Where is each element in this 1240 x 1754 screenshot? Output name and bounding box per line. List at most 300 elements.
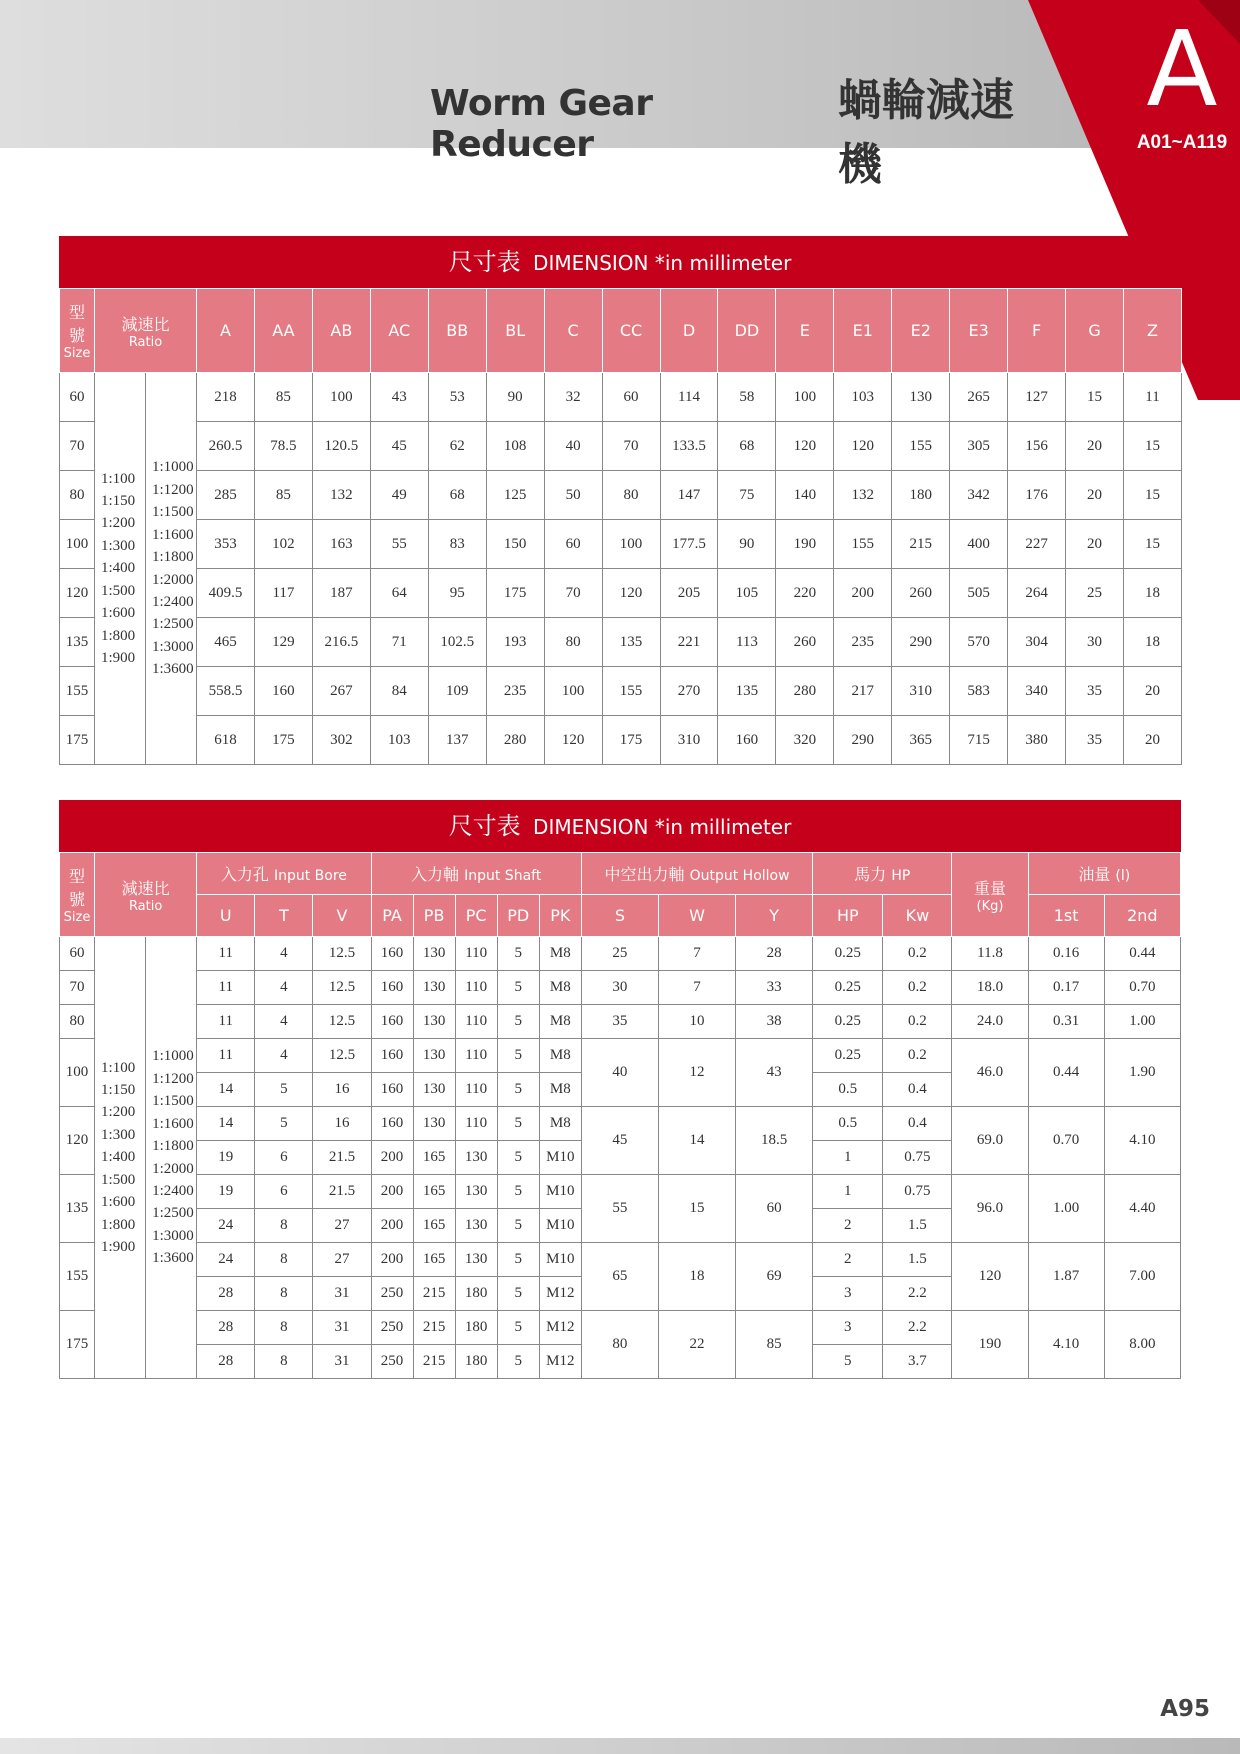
value-cell: 45 xyxy=(581,1107,658,1175)
ratio-header xyxy=(95,289,197,373)
value-cell: 265 xyxy=(950,373,1008,422)
size-header xyxy=(60,289,95,373)
table-row xyxy=(60,1243,1181,1277)
value-cell: 64 xyxy=(370,569,428,618)
size-cell: 155 xyxy=(60,1243,95,1311)
value-cell: 125 xyxy=(486,471,544,520)
value-cell: 130 xyxy=(413,1073,455,1107)
table-row xyxy=(60,1005,1181,1039)
value-cell: 20 xyxy=(1066,422,1124,471)
dimension-table-1 xyxy=(59,288,1182,765)
size-header-zh1: 型 xyxy=(69,867,86,886)
value-cell: 8 xyxy=(255,1209,313,1243)
group-input-shaft xyxy=(371,853,581,895)
value-cell: 135 xyxy=(602,618,660,667)
value-cell: 25 xyxy=(1066,569,1124,618)
value-cell: 100 xyxy=(602,520,660,569)
table-row xyxy=(60,1311,1181,1345)
ratio-value: 1:1000 xyxy=(152,1048,194,1065)
value-cell: 165 xyxy=(413,1141,455,1175)
table-row xyxy=(60,1175,1181,1209)
group-output-hollow-en: Output Hollow xyxy=(689,868,790,884)
ratio-value: 1:2400 xyxy=(152,1182,194,1199)
oil-cell: 1.00 xyxy=(1104,1005,1180,1039)
value-cell: 129 xyxy=(254,618,312,667)
value-cell: 12.5 xyxy=(313,1039,371,1073)
value-cell: M10 xyxy=(539,1209,581,1243)
value-cell: 1 xyxy=(813,1175,883,1209)
weight-cell: 190 xyxy=(952,1311,1028,1379)
value-cell: 342 xyxy=(950,471,1008,520)
value-cell: 75 xyxy=(718,471,776,520)
value-cell: 130 xyxy=(413,1005,455,1039)
value-cell: 200 xyxy=(371,1243,413,1277)
value-cell: 130 xyxy=(892,373,950,422)
value-cell: 310 xyxy=(892,667,950,716)
value-cell: M12 xyxy=(539,1345,581,1379)
oil-cell: 0.16 xyxy=(1028,937,1104,971)
table-row xyxy=(60,667,1182,716)
oil-cell: 4.10 xyxy=(1104,1107,1180,1175)
weight-cell: 11.8 xyxy=(952,937,1028,971)
oil-cell: 0.70 xyxy=(1104,971,1180,1005)
section-letter: A xyxy=(1146,8,1218,130)
col-header: AA xyxy=(254,289,312,373)
size-cell: 135 xyxy=(60,1175,95,1243)
col-header: T xyxy=(255,895,313,937)
table-row xyxy=(60,971,1181,1005)
ratio-value: 1:1600 xyxy=(152,1115,194,1132)
value-cell: 62 xyxy=(428,422,486,471)
col-header: S xyxy=(581,895,658,937)
col-header: AB xyxy=(312,289,370,373)
value-cell: 83 xyxy=(428,520,486,569)
value-cell: 250 xyxy=(371,1277,413,1311)
value-cell: 160 xyxy=(371,1107,413,1141)
value-cell: 160 xyxy=(371,1073,413,1107)
col-header: PA xyxy=(371,895,413,937)
col-header: HP xyxy=(813,895,883,937)
page-title-en: Worm Gear Reducer xyxy=(430,83,653,165)
col-header: G xyxy=(1066,289,1124,373)
value-cell: 10 xyxy=(658,1005,735,1039)
size-header xyxy=(60,853,95,937)
value-cell: 353 xyxy=(197,520,255,569)
value-cell: 127 xyxy=(1008,373,1066,422)
value-cell: 3.7 xyxy=(883,1345,952,1379)
value-cell: 137 xyxy=(428,716,486,765)
value-cell: 16 xyxy=(313,1107,371,1141)
value-cell: 70 xyxy=(602,422,660,471)
col-header: DD xyxy=(718,289,776,373)
value-cell: 60 xyxy=(736,1175,813,1243)
size-cell: 100 xyxy=(60,1039,95,1107)
size-cell: 70 xyxy=(60,422,95,471)
value-cell: 8 xyxy=(255,1311,313,1345)
table-row xyxy=(60,422,1182,471)
value-cell: 264 xyxy=(1008,569,1066,618)
value-cell: 235 xyxy=(486,667,544,716)
value-cell: 165 xyxy=(413,1175,455,1209)
value-cell: 8 xyxy=(255,1345,313,1379)
weight-cell: 96.0 xyxy=(952,1175,1028,1243)
value-cell: 7 xyxy=(658,971,735,1005)
ratio-value: 1:1500 xyxy=(152,1093,194,1110)
col-header: PB xyxy=(413,895,455,937)
value-cell: 5 xyxy=(813,1345,883,1379)
value-cell: 18 xyxy=(1124,618,1182,667)
col-header: PC xyxy=(455,895,497,937)
value-cell: 3 xyxy=(813,1311,883,1345)
page-title xyxy=(430,64,1050,190)
value-cell: 260.5 xyxy=(197,422,255,471)
value-cell: 43 xyxy=(736,1039,813,1107)
value-cell: 31 xyxy=(313,1345,371,1379)
value-cell: 15 xyxy=(1124,471,1182,520)
ratio-value: 1:3600 xyxy=(152,1250,194,1267)
value-cell: 12.5 xyxy=(313,937,371,971)
page-number: A95 xyxy=(1160,1696,1210,1722)
value-cell: 217 xyxy=(834,667,892,716)
value-cell: 0.2 xyxy=(883,971,952,1005)
col-header: A xyxy=(197,289,255,373)
value-cell: 5 xyxy=(497,1005,539,1039)
ratio-group-a xyxy=(95,373,146,765)
value-cell: M8 xyxy=(539,937,581,971)
value-cell: 33 xyxy=(736,971,813,1005)
oil-cell: 4.10 xyxy=(1028,1311,1104,1379)
value-cell: 31 xyxy=(313,1311,371,1345)
value-cell: 109 xyxy=(428,667,486,716)
ratio-value: 1:200 xyxy=(101,515,136,532)
value-cell: 84 xyxy=(370,667,428,716)
value-cell: 5 xyxy=(497,1073,539,1107)
value-cell: 12.5 xyxy=(313,1005,371,1039)
group-power xyxy=(813,853,952,895)
value-cell: 130 xyxy=(413,937,455,971)
value-cell: 53 xyxy=(428,373,486,422)
value-cell: 200 xyxy=(371,1141,413,1175)
ratio-group-b xyxy=(146,373,197,765)
group-oil-zh: 油量 xyxy=(1078,865,1111,884)
oil-cell: 0.17 xyxy=(1028,971,1104,1005)
value-cell: 177.5 xyxy=(660,520,718,569)
value-cell: 218 xyxy=(197,373,255,422)
value-cell: M8 xyxy=(539,1073,581,1107)
value-cell: 11 xyxy=(197,971,255,1005)
size-header-zh2: 號 xyxy=(68,326,85,345)
oil-cell: 0.31 xyxy=(1028,1005,1104,1039)
ratio-value: 1:600 xyxy=(101,605,136,622)
value-cell: 95 xyxy=(428,569,486,618)
value-cell: 305 xyxy=(950,422,1008,471)
oil-cell: 1.87 xyxy=(1028,1243,1104,1311)
col-header: AC xyxy=(370,289,428,373)
col-header: F xyxy=(1008,289,1066,373)
value-cell: 260 xyxy=(892,569,950,618)
value-cell: 120.5 xyxy=(312,422,370,471)
value-cell: 60 xyxy=(602,373,660,422)
value-cell: 340 xyxy=(1008,667,1066,716)
ratio-value: 1:3000 xyxy=(152,638,194,655)
value-cell: 24 xyxy=(197,1209,255,1243)
value-cell: 0.25 xyxy=(813,1039,883,1073)
ratio-value: 1:300 xyxy=(101,1126,136,1143)
value-cell: 570 xyxy=(950,618,1008,667)
value-cell: 19 xyxy=(197,1175,255,1209)
section-range: A01~A119 xyxy=(1136,132,1228,153)
value-cell: 5 xyxy=(497,1141,539,1175)
value-cell: 132 xyxy=(312,471,370,520)
ratio-value: 1:1800 xyxy=(152,1138,194,1155)
value-cell: 100 xyxy=(776,373,834,422)
value-cell: 0.75 xyxy=(883,1175,952,1209)
value-cell: 160 xyxy=(371,1005,413,1039)
table2-title xyxy=(59,800,1181,852)
value-cell: 187 xyxy=(312,569,370,618)
size-cell: 155 xyxy=(60,667,95,716)
value-cell: 43 xyxy=(370,373,428,422)
col-header: W xyxy=(658,895,735,937)
value-cell: 80 xyxy=(602,471,660,520)
value-cell: 11 xyxy=(197,1005,255,1039)
ratio-value: 1:1500 xyxy=(152,504,194,521)
size-cell: 120 xyxy=(60,569,95,618)
value-cell: 133.5 xyxy=(660,422,718,471)
col-header: PK xyxy=(539,895,581,937)
value-cell: 0.5 xyxy=(813,1073,883,1107)
value-cell: 90 xyxy=(486,373,544,422)
value-cell: 0.2 xyxy=(883,937,952,971)
value-cell: 58 xyxy=(718,373,776,422)
ratio-value: 1:400 xyxy=(101,1149,136,1166)
value-cell: 20 xyxy=(1066,520,1124,569)
value-cell: 215 xyxy=(413,1277,455,1311)
value-cell: 105 xyxy=(718,569,776,618)
weight-cell: 24.0 xyxy=(952,1005,1028,1039)
value-cell: 160 xyxy=(371,937,413,971)
value-cell: 110 xyxy=(455,1005,497,1039)
value-cell: 30 xyxy=(1066,618,1124,667)
group-output-hollow xyxy=(581,853,812,895)
value-cell: 160 xyxy=(718,716,776,765)
value-cell: 11 xyxy=(1124,373,1182,422)
value-cell: 365 xyxy=(892,716,950,765)
value-cell: 147 xyxy=(660,471,718,520)
value-cell: 18 xyxy=(658,1243,735,1311)
col-header: U xyxy=(197,895,255,937)
value-cell: 130 xyxy=(413,1107,455,1141)
value-cell: 5 xyxy=(497,1311,539,1345)
value-cell: 0.4 xyxy=(883,1107,952,1141)
value-cell: M8 xyxy=(539,1107,581,1141)
oil-cell: 7.00 xyxy=(1104,1243,1180,1311)
value-cell: 310 xyxy=(660,716,718,765)
ratio-value: 1:3000 xyxy=(152,1227,194,1244)
value-cell: 110 xyxy=(455,1073,497,1107)
group-input-bore-zh: 入力孔 xyxy=(220,865,269,884)
value-cell: 227 xyxy=(1008,520,1066,569)
value-cell: 215 xyxy=(413,1345,455,1379)
value-cell: 20 xyxy=(1124,667,1182,716)
value-cell: 18 xyxy=(1124,569,1182,618)
col-header: Y xyxy=(736,895,813,937)
value-cell: 114 xyxy=(660,373,718,422)
value-cell: 1 xyxy=(813,1141,883,1175)
value-cell: 90 xyxy=(718,520,776,569)
value-cell: 2 xyxy=(813,1209,883,1243)
oil-cell: 4.40 xyxy=(1104,1175,1180,1243)
value-cell: 65 xyxy=(581,1243,658,1311)
value-cell: 16 xyxy=(313,1073,371,1107)
size-cell: 80 xyxy=(60,1005,95,1039)
value-cell: 21.5 xyxy=(313,1141,371,1175)
group-power-en: HP xyxy=(891,868,911,884)
ratio-value: 1:2000 xyxy=(152,571,194,588)
value-cell: 135 xyxy=(718,667,776,716)
value-cell: 102.5 xyxy=(428,618,486,667)
table-row xyxy=(60,716,1182,765)
value-cell: 20 xyxy=(1066,471,1124,520)
value-cell: 120 xyxy=(602,569,660,618)
ratio-value: 1:3600 xyxy=(152,661,194,678)
size-cell: 80 xyxy=(60,471,95,520)
value-cell: 40 xyxy=(544,422,602,471)
ratio-header xyxy=(95,853,197,937)
value-cell: 140 xyxy=(776,471,834,520)
ratio-group-a xyxy=(95,937,146,1379)
value-cell: 2 xyxy=(813,1243,883,1277)
value-cell: 4 xyxy=(255,937,313,971)
value-cell: 5 xyxy=(497,971,539,1005)
value-cell: 130 xyxy=(455,1175,497,1209)
value-cell: 290 xyxy=(834,716,892,765)
value-cell: 113 xyxy=(718,618,776,667)
value-cell: 103 xyxy=(370,716,428,765)
col-header: E1 xyxy=(834,289,892,373)
value-cell: 0.25 xyxy=(813,937,883,971)
ratio-header-en: Ratio xyxy=(128,898,163,914)
value-cell: 4 xyxy=(255,1005,313,1039)
value-cell: 302 xyxy=(312,716,370,765)
value-cell: 180 xyxy=(455,1345,497,1379)
ratio-value: 1:200 xyxy=(101,1104,136,1121)
value-cell: 5 xyxy=(497,1243,539,1277)
ratio-header-zh: 減速比 xyxy=(121,314,170,334)
ratio-value: 1:1200 xyxy=(152,1070,194,1087)
weight-cell: 120 xyxy=(952,1243,1028,1311)
col-header: 2nd xyxy=(1104,895,1180,937)
table-row xyxy=(60,373,1182,422)
footer-bar xyxy=(0,1738,1240,1754)
value-cell: 38 xyxy=(736,1005,813,1039)
value-cell: 215 xyxy=(892,520,950,569)
value-cell: 160 xyxy=(371,1039,413,1073)
size-header-zh1: 型 xyxy=(68,303,85,322)
value-cell: 8 xyxy=(255,1243,313,1277)
value-cell: 85 xyxy=(736,1311,813,1379)
group-weight-en: (Kg) xyxy=(976,898,1004,914)
value-cell: 200 xyxy=(371,1175,413,1209)
value-cell: 70 xyxy=(544,569,602,618)
ratio-value: 1:400 xyxy=(101,560,136,577)
value-cell: 280 xyxy=(776,667,834,716)
table-row xyxy=(60,618,1182,667)
value-cell: 28 xyxy=(197,1311,255,1345)
value-cell: 55 xyxy=(370,520,428,569)
value-cell: 7 xyxy=(658,937,735,971)
ratio-value: 1:800 xyxy=(101,1216,136,1233)
col-header: Z xyxy=(1124,289,1182,373)
size-cell: 135 xyxy=(60,618,95,667)
ratio-group-b xyxy=(146,937,197,1379)
value-cell: 8 xyxy=(255,1277,313,1311)
value-cell: 45 xyxy=(370,422,428,471)
value-cell: 190 xyxy=(776,520,834,569)
value-cell: 285 xyxy=(197,471,255,520)
value-cell: 409.5 xyxy=(197,569,255,618)
value-cell: 85 xyxy=(254,373,312,422)
table1-title-zh: 尺寸表 xyxy=(448,248,521,276)
value-cell: 117 xyxy=(254,569,312,618)
value-cell: 28 xyxy=(736,937,813,971)
value-cell: 100 xyxy=(544,667,602,716)
group-input-bore-en: Input Bore xyxy=(273,868,347,884)
value-cell: 215 xyxy=(413,1311,455,1345)
value-cell: 267 xyxy=(312,667,370,716)
value-cell: 27 xyxy=(313,1209,371,1243)
size-cell: 100 xyxy=(60,520,95,569)
value-cell: 175 xyxy=(602,716,660,765)
value-cell: 156 xyxy=(1008,422,1066,471)
value-cell: 216.5 xyxy=(312,618,370,667)
value-cell: 11 xyxy=(197,1039,255,1073)
col-header: Kw xyxy=(883,895,952,937)
value-cell: 5 xyxy=(255,1073,313,1107)
ratio-value: 1:300 xyxy=(101,537,136,554)
value-cell: 28 xyxy=(197,1345,255,1379)
value-cell: 280 xyxy=(486,716,544,765)
value-cell: 0.2 xyxy=(883,1005,952,1039)
ratio-header-zh: 減速比 xyxy=(121,878,170,898)
value-cell: 380 xyxy=(1008,716,1066,765)
value-cell: 5 xyxy=(255,1107,313,1141)
value-cell: 15 xyxy=(1124,520,1182,569)
value-cell: 5 xyxy=(497,1039,539,1073)
value-cell: 32 xyxy=(544,373,602,422)
value-cell: 221 xyxy=(660,618,718,667)
ratio-value: 1:2000 xyxy=(152,1160,194,1177)
value-cell: 35 xyxy=(1066,667,1124,716)
group-input-shaft-zh: 入力軸 xyxy=(411,865,460,884)
weight-cell: 46.0 xyxy=(952,1039,1028,1107)
value-cell: 31 xyxy=(313,1277,371,1311)
value-cell: 5 xyxy=(497,1209,539,1243)
value-cell: 85 xyxy=(254,471,312,520)
value-cell: M10 xyxy=(539,1141,581,1175)
ratio-value: 1:100 xyxy=(101,1059,136,1076)
ratio-value: 1:2400 xyxy=(152,593,194,610)
value-cell: 19 xyxy=(197,1141,255,1175)
value-cell: M8 xyxy=(539,1005,581,1039)
value-cell: 200 xyxy=(834,569,892,618)
value-cell: 583 xyxy=(950,667,1008,716)
ratio-value: 1:1600 xyxy=(152,526,194,543)
table-row xyxy=(60,937,1181,971)
value-cell: 132 xyxy=(834,471,892,520)
value-cell: 290 xyxy=(892,618,950,667)
value-cell: 205 xyxy=(660,569,718,618)
